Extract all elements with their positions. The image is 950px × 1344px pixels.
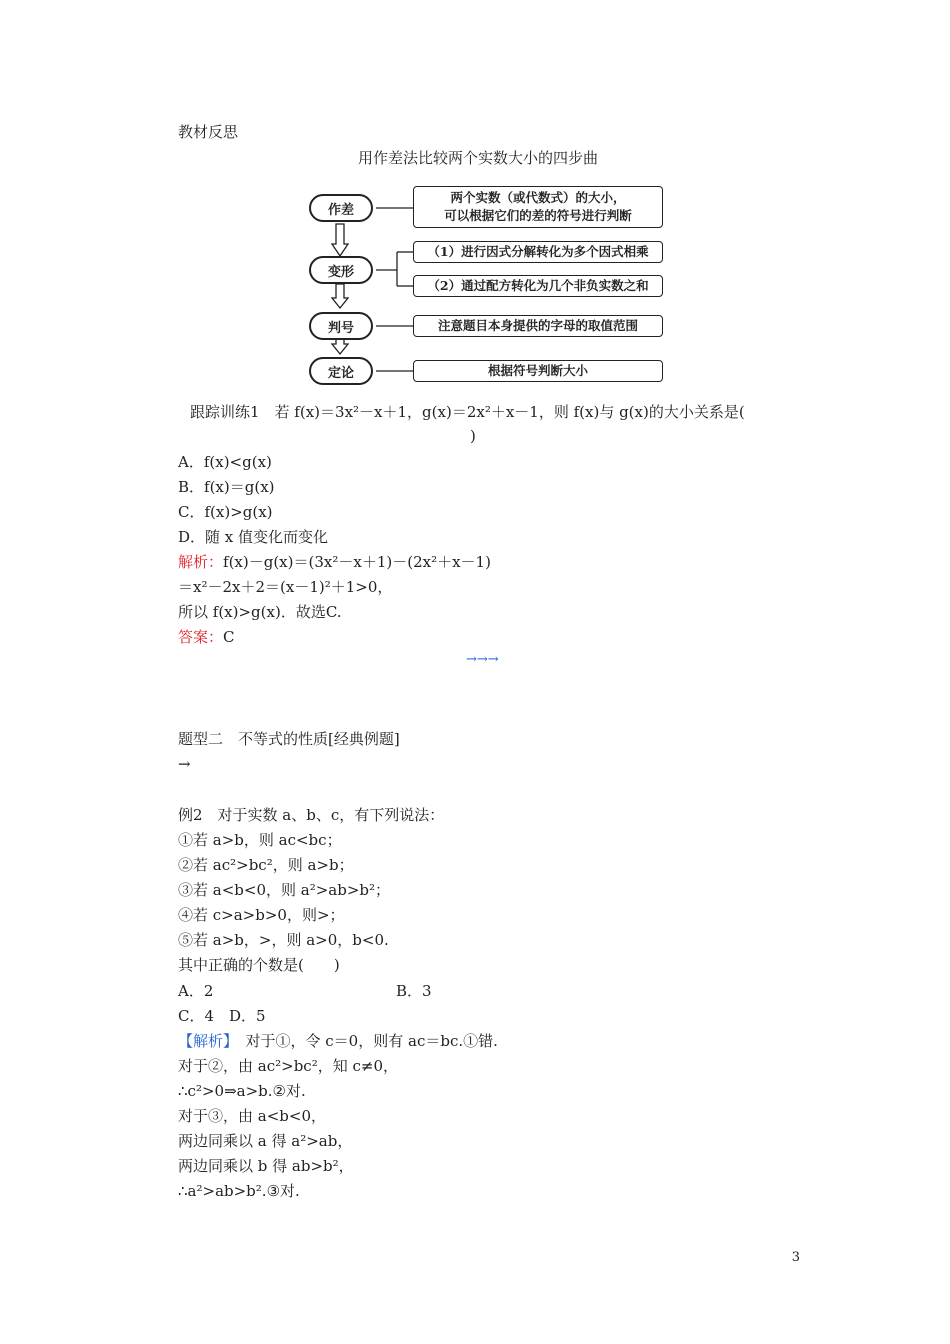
continue-arrows[interactable]: →→→ [466,652,499,667]
solution-line-3: ∴c²>0⇒a>b.②对. [178,1082,306,1100]
flow-box-3: （2）通过配方转化为几个非负实数之和 [413,275,663,297]
section-title: 教材反思 [178,123,239,141]
exercise-analysis-line3: 所以 f(x)>g(x)．故选C. [178,603,342,621]
exercise-option-a: A．f(x)<g(x) [178,453,272,471]
exercise-answer [178,627,235,647]
page-number: 3 [791,1250,800,1265]
flow-box-5: 根据符号判断大小 [413,360,663,382]
statement-2: ②若 ac²>bc²，则 a>b； [178,856,354,874]
flowchart [305,180,675,390]
choice-b: B．3 [396,982,432,1000]
solution-line-7: ∴a²>ab>b².③对. [178,1182,300,1200]
example-intro: 例2 对于实数 a、b、c，有下列说法： [178,806,445,824]
answer-label: 答案： [178,628,224,646]
solution-line-2: 对于②，由 ac²>bc²，知 c≠0， [178,1057,398,1075]
analysis-text-1: f(x)－g(x)＝(3x²－x＋1)－(2x²＋x－1) [223,553,491,571]
solution-line-1 [178,1031,498,1051]
flow-box-1 [413,186,663,228]
step-node-4: 定论 [309,357,373,385]
flow-box-1-line1: 两个实数（或代数式）的大小， [450,190,626,205]
step-node-2: 变形 [309,256,373,284]
exercise-stem: 跟踪训练1 若 f(x)＝3x²－x＋1，g(x)＝2x²＋x－1，则 f(x)与 g(x)的大小关系是( [190,403,745,421]
choice-c-d: C．4 D．5 [178,1007,266,1025]
flow-title: 用作差法比较两个实数大小的四步曲 [358,149,599,167]
question: 其中正确的个数是( ) [178,956,340,974]
analysis-label: 解析： [178,553,224,571]
solution-text-1: 对于①，令 c＝0，则有 ac＝bc.①错. [230,1032,498,1050]
solution-label: 【解析】 [178,1032,231,1050]
exercise-analysis-line1 [178,552,491,572]
type2-title: 题型二 不等式的性质[经典例题] [178,730,400,748]
solution-line-4: 对于③，由 a<b<0， [178,1107,326,1125]
exercise-option-b: B．f(x)＝g(x) [178,478,275,496]
flow-box-2: （1）进行因式分解转化为多个因式相乘 [413,241,663,263]
statement-5: ⑤若 a>b，>，则 a>0，b<0. [178,931,389,949]
step-node-3: 判号 [309,312,373,340]
exercise-option-c: C．f(x)>g(x) [178,503,273,521]
exercise-stem-close: ) [470,427,476,445]
flow-box-1-line2: 可以根据它们的差的符号进行判断 [444,208,632,223]
step-node-1: 作差 [309,194,373,222]
type2-arrow[interactable]: → [178,755,191,773]
exercise-analysis-line2: ＝x²－2x＋2＝(x－1)²＋1>0， [178,578,393,596]
flow-box-4: 注意题目本身提供的字母的取值范围 [413,315,663,337]
solution-line-5: 两边同乘以 a 得 a²>ab， [178,1132,353,1150]
statement-4: ④若 c>a>b>0，则>； [178,906,345,924]
answer-value: C [223,628,235,646]
solution-line-6: 两边同乘以 b 得 ab>b²， [178,1157,354,1175]
statement-3: ③若 a<b<0，则 a²>ab>b²； [178,881,391,899]
exercise-option-d: D．随 x 值变化而变化 [178,528,329,546]
choice-a: A．2 [178,982,214,1000]
statement-1: ①若 a>b，则 ac<bc； [178,831,342,849]
